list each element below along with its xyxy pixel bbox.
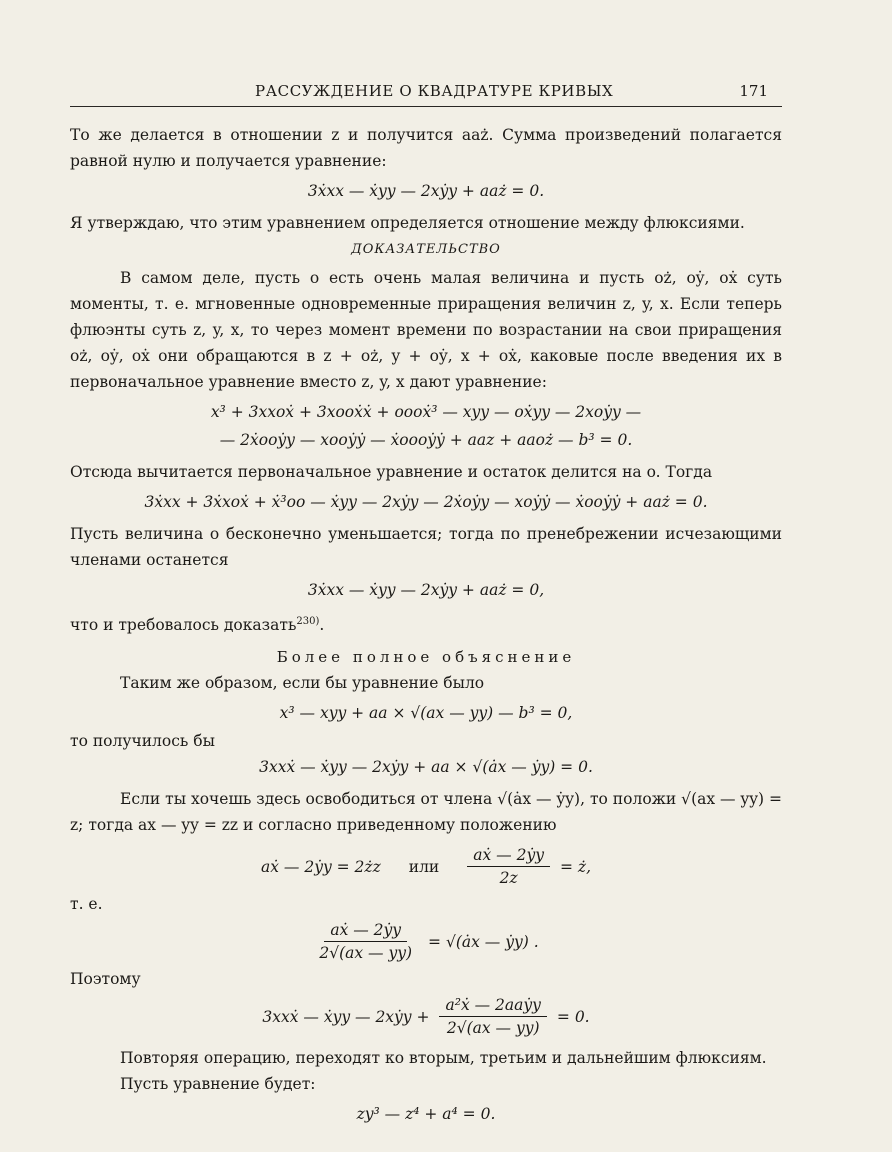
equation-7-numerator: aẋ — 2ẏy (467, 846, 550, 867)
equation-9 (70, 996, 782, 1037)
heading-proof: ДОКАЗАТЕЛЬСТВО (351, 242, 501, 257)
paragraph-3: В самом деле, пусть o есть очень малая величина и пусть oż, oẏ, oẋ суть моменты, т. е. мгновенные одновременные приращения величин z, y, x. Если теперь флюэнты суть z, y, x, то через момент времени по возрастании на свои приращения oż, oẏ, oẋ они обращаются в z + oż, y + oẏ, x + oẋ, каковые после введения их в первоначальное уравнение вместо z, y, x дают уравнение: (70, 269, 782, 391)
paragraph-6-end: . (319, 616, 325, 635)
equation-2a: x³ + 3xxoẋ + 3xooẋẋ + oooẋ³ — xyy — oẋyy — 2xoẏy — (210, 403, 642, 421)
equation-8 (70, 921, 782, 962)
heading-more-complete: Более полное объяснение (276, 648, 576, 667)
page-header (70, 78, 782, 107)
equation-8-numerator: aẋ — 2ẏy (324, 921, 407, 942)
paragraph-10: Повторяя операцию, переходят ко вторым, третьим и дальнейшим флюксиям. (120, 1049, 767, 1068)
paragraph-6 (70, 609, 782, 638)
page-number: 171 (739, 82, 768, 100)
equation-8-right: = √(ȧx — ẏy) . (428, 932, 539, 951)
paragraph-7: Таким же образом, если бы уравнение было (120, 674, 485, 693)
equation-4: 3ẋxx — ẋyy — 2xẏy + aaż = 0, (307, 581, 545, 599)
equation-8-fraction (313, 921, 418, 962)
equation-7-or: или (408, 857, 440, 876)
equation-9-fraction (439, 996, 546, 1037)
equation-7-left: aẋ — 2ẏy = 2żz (261, 857, 381, 876)
equation-3: 3ẋxx + 3ẋxoẋ + ẋ³oo — ẋyy — 2xẏy — 2ẋoẏy — xoẏẏ — ẋooẏẏ + aaż = 0. (144, 493, 708, 511)
equation-8-denominator: 2√(ax — yy) (319, 944, 413, 963)
page-body (70, 122, 782, 1133)
paragraph-2: Я утверждаю, что этим уравнением определяется отношение между флюксиями. (70, 214, 745, 232)
running-title: РАССУЖДЕНИЕ О КВАДРАТУРЕ КРИВЫХ (255, 82, 614, 100)
poetomu-label: Поэтому (70, 970, 141, 989)
paragraph-5: Пусть величина o бесконечно уменьшается; тогда по пренебрежении исчезающими членами останется (70, 525, 782, 569)
equation-7-fraction (467, 846, 550, 887)
paragraph-4: Отсюда вычитается первоначальное уравнение и остаток делится на o. Тогда (70, 463, 713, 481)
equation-9-left: 3xxẋ — ẋyy — 2xẏy + (262, 1007, 430, 1026)
paragraph-9: Если ты хочешь здесь освободиться от члена √(ȧx — ẏy), то положи √(ax — yy) = z; тогда ax — yy = zz и согласно приведенному положению (70, 790, 782, 835)
paragraph-11: Пусть уравнение будет: (120, 1075, 316, 1094)
paragraph-6-text: что и требовалось доказать (70, 616, 297, 635)
equation-10: zy³ — z⁴ + a⁴ = 0. (356, 1105, 496, 1124)
equation-9-denominator: 2√(ax — yy) (446, 1019, 540, 1038)
equation-7-denominator: 2z (499, 869, 518, 888)
equation-1: 3ẋxx — ẋyy — 2xẏy + aaż = 0. (307, 182, 545, 200)
te-label: т. е. (70, 895, 103, 914)
equation-9-right: = 0. (556, 1007, 590, 1026)
equation-9-numerator: a²ẋ — 2aaẏy (439, 996, 546, 1017)
equation-2b: — 2ẋooẏy — xooẏẏ — ẋoooẏẏ + aaz + aaoż — b³ = 0. (219, 431, 633, 449)
equation-7-right: = ż, (559, 857, 591, 876)
equation-7 (70, 846, 782, 887)
equation-5: x³ — xyy + aa × √(ax — yy) — b³ = 0, (279, 704, 573, 723)
paragraph-1: То же делается в отношении z и получится aaż. Сумма произведений полагается равной нулю и получается уравнение: (70, 126, 782, 170)
paragraph-8: то получилось бы (70, 732, 215, 751)
equation-6: 3xxẋ — ẋyy — 2xẏy + aa × √(ȧx — ẏy) = 0. (259, 758, 593, 777)
footnote-mark: 230) (296, 616, 320, 627)
